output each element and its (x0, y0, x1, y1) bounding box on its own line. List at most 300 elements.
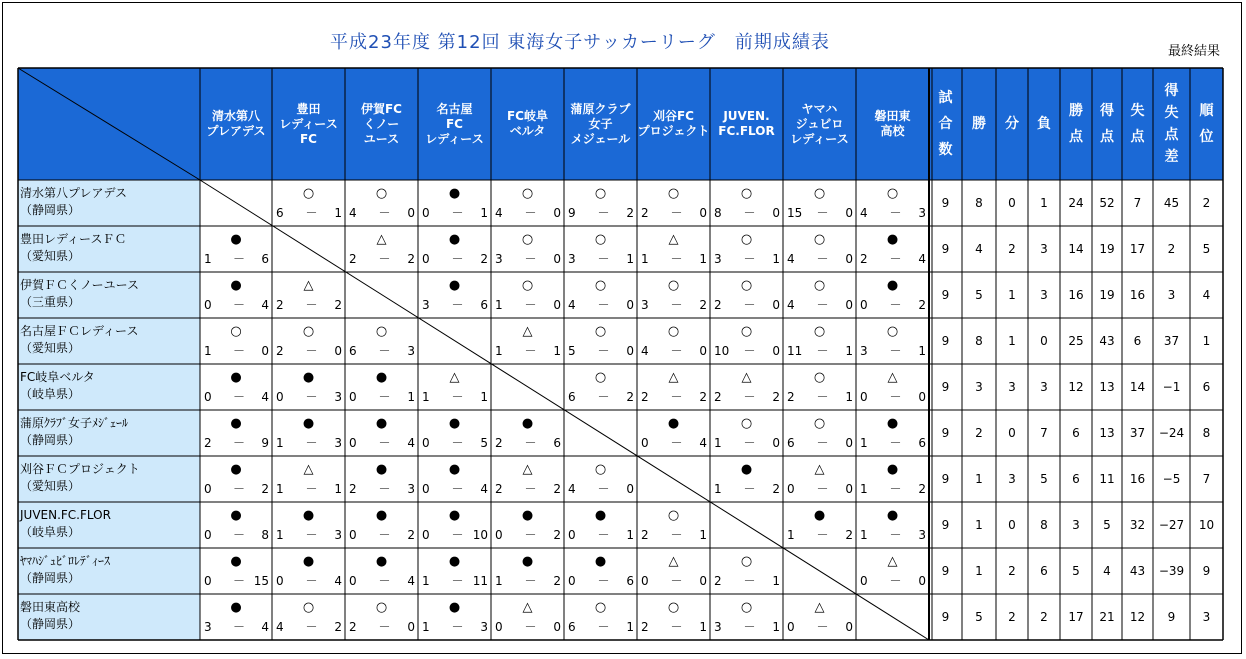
goals-for: 1 (860, 528, 868, 542)
stat-value: 9 (941, 288, 950, 302)
goals-for: 1 (495, 298, 503, 312)
score-dash: － (670, 436, 683, 450)
stat-value: 43 (1129, 564, 1146, 578)
goals-for: 0 (860, 298, 868, 312)
result-mark: ● (886, 416, 899, 431)
stat-value: 1 (975, 472, 983, 486)
result-mark: ○ (813, 232, 826, 247)
goals-against: 2 (772, 482, 780, 496)
goals-against: 0 (626, 298, 634, 312)
score-dash: － (670, 344, 683, 358)
goals-against: 4 (261, 390, 269, 404)
stat-value: 2 (1040, 610, 1048, 624)
stat-value: 1 (1040, 196, 1048, 210)
goals-against: 4 (261, 620, 269, 634)
goals-for: 5 (568, 344, 576, 358)
goals-for: 0 (204, 528, 212, 542)
goals-against: 4 (261, 298, 269, 312)
goals-for: 0 (495, 528, 503, 542)
goals-against: 0 (845, 252, 853, 266)
score-dash: － (597, 620, 610, 634)
goals-for: 1 (276, 436, 284, 450)
score-dash: － (816, 436, 829, 450)
goals-for: 1 (714, 482, 722, 496)
score-dash: － (816, 206, 829, 220)
score-dash: － (451, 574, 464, 588)
result-mark: ● (230, 232, 242, 247)
stat-value: 2 (1008, 242, 1016, 256)
result-mark: △ (741, 370, 752, 385)
stat-value: 1 (975, 518, 983, 532)
score-dash: － (305, 344, 318, 358)
stat-value: 9 (1167, 610, 1176, 624)
score-dash: － (670, 574, 683, 588)
goals-against: 0 (845, 436, 853, 450)
score-dash: － (378, 344, 391, 358)
score-dash: － (597, 528, 610, 542)
stat-value: 3 (1040, 380, 1048, 394)
score-dash: － (378, 620, 391, 634)
stat-value: −39 (1158, 564, 1185, 578)
goals-for: 4 (860, 206, 868, 220)
stat-value: 12 (1068, 380, 1084, 394)
goals-against: 0 (626, 344, 634, 358)
goals-for: 4 (787, 298, 795, 312)
goals-for: 1 (787, 528, 795, 542)
goals-against: 6 (626, 574, 634, 588)
goals-for: 2 (495, 482, 503, 496)
result-mark: ○ (667, 278, 680, 293)
goals-for: 3 (860, 344, 868, 358)
goals-for: 1 (860, 436, 868, 450)
goals-for: 0 (860, 390, 868, 404)
score-dash: － (816, 252, 829, 266)
goals-for: 4 (787, 252, 795, 266)
result-mark: ○ (740, 416, 753, 431)
header-team-2: 豊田 レディース FC (279, 101, 338, 146)
score-dash: － (816, 482, 829, 496)
goals-against: 4 (407, 574, 415, 588)
stat-value: 8 (1202, 426, 1211, 440)
stat-value: 0 (1008, 426, 1016, 440)
score-dash: － (597, 482, 610, 496)
goals-for: 3 (714, 620, 722, 634)
stat-value: 5 (1103, 518, 1111, 532)
goals-against: 1 (699, 528, 707, 542)
header-team-3: 伊賀FC くノー ユース (360, 101, 402, 146)
result-mark: ● (375, 370, 388, 385)
goals-for: 1 (641, 252, 649, 266)
score-dash: － (816, 390, 829, 404)
goals-against: 1 (553, 344, 561, 358)
result-mark: △ (522, 324, 533, 339)
result-mark: ○ (813, 324, 826, 339)
goals-for: 1 (422, 574, 430, 588)
result-mark: ○ (521, 232, 534, 247)
stat-value: 3 (1072, 518, 1080, 532)
result-mark: ○ (813, 416, 826, 431)
score-dash: － (816, 528, 829, 542)
goals-against: 0 (772, 206, 780, 220)
result-mark: ○ (594, 370, 607, 385)
stat-value: 6 (1133, 334, 1142, 348)
score-dash: － (378, 528, 391, 542)
goals-against: 3 (480, 620, 488, 634)
score-dash: － (451, 528, 464, 542)
goals-for: 2 (787, 390, 795, 404)
stat-value: 9 (941, 472, 950, 486)
result-mark: ● (230, 600, 242, 615)
goals-for: 0 (641, 574, 649, 588)
goals-for: 1 (204, 344, 212, 358)
result-mark: ● (448, 508, 461, 523)
score-dash: － (378, 436, 391, 450)
goals-against: 0 (845, 206, 853, 220)
goals-for: 0 (422, 436, 430, 450)
result-mark: ○ (813, 278, 826, 293)
score-dash: － (233, 574, 246, 588)
score-dash: － (233, 298, 246, 312)
score-dash: － (743, 252, 756, 266)
goals-for: 1 (276, 482, 284, 496)
goals-against: 0 (918, 574, 926, 588)
score-dash: － (597, 574, 610, 588)
score-dash: － (816, 298, 829, 312)
goals-for: 2 (349, 482, 357, 496)
score-dash: － (378, 482, 391, 496)
goals-against: 0 (407, 206, 415, 220)
stat-value: 9 (941, 426, 950, 440)
result-mark: △ (668, 370, 679, 385)
goals-against: 1 (626, 252, 634, 266)
stat-value: 1 (1008, 334, 1016, 348)
score-dash: － (743, 574, 756, 588)
goals-against: 4 (918, 252, 926, 266)
score-dash: － (233, 620, 246, 634)
result-mark: ○ (667, 508, 680, 523)
goals-for: 2 (641, 206, 649, 220)
goals-for: 0 (860, 574, 868, 588)
stat-value: 0 (1008, 196, 1016, 210)
score-dash: － (743, 344, 756, 358)
goals-against: 0 (699, 574, 707, 588)
goals-for: 0 (276, 390, 284, 404)
goals-against: 0 (553, 298, 561, 312)
header-team-5: FC岐阜 ベルタ (506, 109, 548, 138)
goals-against: 6 (553, 436, 561, 450)
score-dash: － (451, 206, 464, 220)
score-dash: － (233, 390, 246, 404)
score-dash: － (451, 482, 464, 496)
goals-for: 0 (568, 574, 576, 588)
goals-for: 0 (349, 528, 357, 542)
score-dash: － (305, 206, 318, 220)
result-mark: △ (376, 232, 387, 247)
stat-value: 16 (1129, 288, 1146, 302)
goals-against: 3 (334, 390, 342, 404)
goals-for: 0 (787, 620, 795, 634)
result-mark: ○ (594, 186, 607, 201)
result-mark: ● (521, 508, 534, 523)
goals-against: 1 (626, 528, 634, 542)
goals-against: 3 (334, 528, 342, 542)
stat-value: 2 (1008, 564, 1016, 578)
score-dash: － (305, 298, 318, 312)
stat-value: 9 (941, 196, 950, 210)
goals-for: 6 (276, 206, 284, 220)
stat-value: 52 (1099, 196, 1115, 210)
goals-against: 2 (334, 298, 342, 312)
goals-for: 2 (349, 252, 357, 266)
score-dash: － (889, 528, 902, 542)
team-name: ﾔﾏﾊｼﾞｭﾋﾞﾛﾚﾃﾞｨｰｽ （静岡県） (20, 554, 111, 585)
result-mark: ○ (740, 232, 753, 247)
result-mark: ● (813, 508, 826, 523)
result-mark: ● (375, 416, 388, 431)
goals-for: 1 (204, 252, 212, 266)
result-mark: ○ (667, 324, 680, 339)
stat-value: 45 (1163, 196, 1180, 210)
goals-for: 4 (568, 482, 576, 496)
goals-against: 0 (553, 252, 561, 266)
score-dash: － (305, 436, 318, 450)
stat-value: 17 (1068, 610, 1084, 624)
goals-for: 10 (714, 344, 730, 358)
team-name: 磐田東高校 （静岡県） (20, 600, 81, 631)
stat-value: 8 (975, 196, 983, 210)
stat-value: −27 (1158, 518, 1185, 532)
stat-header-2: 勝 (972, 116, 986, 132)
result-mark: ○ (594, 232, 607, 247)
score-dash: － (743, 390, 756, 404)
stat-header-4: 負 (1037, 116, 1051, 132)
score-dash: － (233, 344, 246, 358)
score-dash: － (378, 252, 391, 266)
stat-value: 3 (1167, 288, 1176, 302)
result-mark: ● (230, 554, 242, 569)
goals-against: 0 (553, 620, 561, 634)
result-mark: ● (521, 554, 534, 569)
stat-value: 37 (1163, 334, 1180, 348)
goals-for: 0 (349, 436, 357, 450)
goals-against: 2 (553, 482, 561, 496)
result-mark: ● (230, 462, 242, 477)
goals-against: 0 (845, 482, 853, 496)
stat-value: 24 (1068, 196, 1084, 210)
stat-value: 17 (1129, 242, 1146, 256)
goals-against: 6 (480, 298, 488, 312)
stat-value: 1 (1202, 334, 1211, 348)
goals-against: 3 (918, 528, 926, 542)
stat-value: 10 (1198, 518, 1215, 532)
goals-for: 1 (495, 574, 503, 588)
goals-against: 2 (407, 252, 415, 266)
goals-for: 2 (641, 620, 649, 634)
goals-for: 1 (422, 390, 430, 404)
goals-for: 1 (495, 344, 503, 358)
result-mark: ● (886, 278, 899, 293)
team-name: FC岐阜ベルタ （岐阜県） (20, 370, 95, 401)
goals-against: 2 (626, 390, 634, 404)
goals-against: 4 (480, 482, 488, 496)
goals-for: 15 (787, 206, 803, 220)
result-mark: △ (887, 554, 898, 569)
goals-for: 2 (349, 620, 357, 634)
result-mark: ○ (813, 370, 826, 385)
goals-against: 1 (699, 620, 707, 634)
goals-against: 2 (699, 298, 707, 312)
goals-for: 0 (568, 528, 576, 542)
score-dash: － (233, 436, 246, 450)
goals-against: 5 (480, 436, 488, 450)
goals-against: 6 (261, 252, 269, 266)
goals-for: 2 (495, 436, 503, 450)
goals-against: 6 (918, 436, 926, 450)
result-mark: ○ (740, 554, 753, 569)
goals-for: 8 (714, 206, 722, 220)
stat-value: 9 (941, 334, 950, 348)
goals-against: 0 (772, 344, 780, 358)
result-mark: ● (886, 232, 899, 247)
stat-header-3: 分 (1005, 116, 1019, 132)
stat-header-1: 試 合 数 (938, 90, 953, 158)
score-dash: － (670, 528, 683, 542)
score-dash: － (305, 574, 318, 588)
goals-against: 0 (626, 482, 634, 496)
score-dash: － (451, 298, 464, 312)
stat-value: 5 (975, 288, 983, 302)
score-dash: － (378, 206, 391, 220)
stat-value: 5 (1072, 564, 1080, 578)
goals-against: 2 (845, 528, 853, 542)
score-dash: － (889, 436, 902, 450)
goals-for: 2 (641, 390, 649, 404)
stat-value: 32 (1129, 518, 1146, 532)
result-mark: ● (230, 278, 242, 293)
score-dash: － (889, 252, 902, 266)
score-dash: － (889, 206, 902, 220)
goals-against: 0 (699, 206, 707, 220)
stat-value: 0 (1008, 518, 1016, 532)
goals-for: 6 (787, 436, 795, 450)
result-mark: ● (886, 508, 899, 523)
score-dash: － (524, 620, 537, 634)
goals-against: 1 (334, 206, 342, 220)
result-mark: △ (887, 370, 898, 385)
goals-for: 0 (349, 390, 357, 404)
result-mark: ● (230, 370, 242, 385)
goals-for: 4 (276, 620, 284, 634)
result-mark: ● (230, 508, 242, 523)
result-mark: ○ (375, 324, 388, 339)
team-name: 蒲原ｸﾗﾌﾞ女子ﾒｼﾞｪｰﾙ （静岡県） (20, 416, 129, 447)
score-dash: － (524, 574, 537, 588)
goals-against: 2 (699, 390, 707, 404)
goals-for: 0 (422, 206, 430, 220)
result-mark: △ (522, 462, 533, 477)
score-dash: － (233, 252, 246, 266)
header-team-10: 磐田東 高校 (874, 109, 911, 138)
stat-value: 6 (1202, 380, 1211, 394)
stat-value: 13 (1099, 426, 1115, 440)
stat-value: 0 (1040, 334, 1048, 348)
stat-value: 7 (1040, 426, 1048, 440)
score-dash: － (597, 206, 610, 220)
goals-against: 3 (918, 206, 926, 220)
team-name: 豊田レディースＦＣ （愛知県） (20, 232, 127, 263)
stat-value: 25 (1068, 334, 1084, 348)
header-team-7: 刈谷FC プロジェクト (637, 109, 710, 138)
score-dash: － (305, 390, 318, 404)
score-dash: － (597, 390, 610, 404)
score-dash: － (889, 574, 902, 588)
score-dash: － (524, 344, 537, 358)
score-dash: － (670, 206, 683, 220)
score-dash: － (378, 390, 391, 404)
result-mark: ● (302, 554, 315, 569)
goals-for: 9 (568, 206, 576, 220)
stat-value: 2 (975, 426, 983, 440)
goals-against: 10 (472, 528, 488, 542)
stat-header-5: 勝 点 (1069, 103, 1083, 145)
goals-for: 1 (714, 436, 722, 450)
goals-against: 15 (253, 574, 269, 588)
goals-against: 1 (480, 390, 488, 404)
goals-for: 3 (422, 298, 430, 312)
goals-for: 0 (422, 482, 430, 496)
score-dash: － (305, 528, 318, 542)
goals-for: 4 (349, 206, 357, 220)
result-mark: △ (668, 232, 679, 247)
goals-against: 1 (918, 344, 926, 358)
score-dash: － (889, 482, 902, 496)
header-team-1: 清水第八 プレアデス (206, 109, 266, 138)
goals-against: 1 (407, 390, 415, 404)
goals-for: 6 (568, 390, 576, 404)
score-dash: － (524, 206, 537, 220)
score-dash: － (816, 344, 829, 358)
result-mark: ● (448, 232, 461, 247)
result-mark: ○ (740, 600, 753, 615)
stat-value: 6 (1040, 564, 1048, 578)
result-mark: ○ (813, 186, 826, 201)
goals-against: 2 (918, 298, 926, 312)
result-mark: ● (448, 186, 461, 201)
score-dash: － (378, 574, 391, 588)
goals-against: 3 (407, 344, 415, 358)
score-dash: － (889, 344, 902, 358)
result-mark: ● (448, 278, 461, 293)
stat-value: 14 (1068, 242, 1084, 256)
header-team-9: ヤマハ ジュビロ レディース (790, 101, 849, 146)
result-mark: ○ (302, 600, 315, 615)
result-mark: △ (814, 600, 825, 615)
stat-value: −1 (1162, 380, 1181, 394)
result-mark: ○ (230, 324, 242, 339)
goals-for: 4 (568, 298, 576, 312)
result-mark: ○ (375, 600, 388, 615)
stat-value: 3 (1008, 472, 1016, 486)
stat-header-9: 順 位 (1199, 103, 1214, 145)
goals-against: 0 (261, 344, 269, 358)
stat-value: 9 (941, 610, 950, 624)
goals-against: 1 (480, 206, 488, 220)
goals-for: 0 (204, 574, 212, 588)
goals-against: 1 (772, 252, 780, 266)
goals-for: 0 (204, 298, 212, 312)
goals-against: 3 (407, 482, 415, 496)
team-name: 伊賀ＦＣくノーユース （三重県） (20, 278, 140, 309)
